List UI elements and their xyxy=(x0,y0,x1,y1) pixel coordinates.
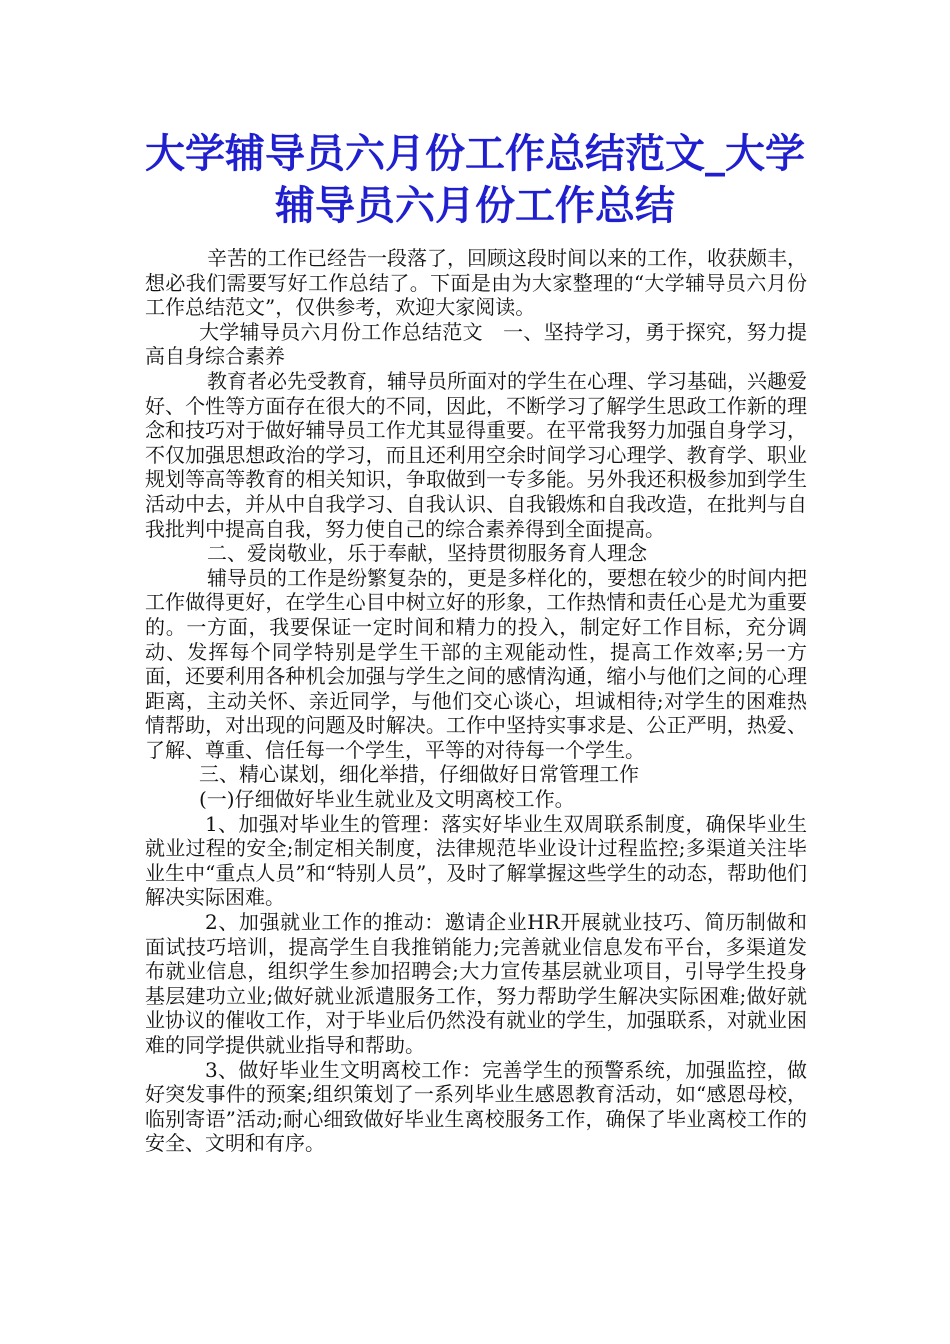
section-1-paragraph: 教育者必先受教育，辅导员所面对的学生在心理、学习基础，兴趣爱好、个性等方面存在很大的不同，因此，不断学习了解学生思政工作新的理念和技巧对于做好辅导员工作尤其显得重要。在平常我努力加强自身学习，不仅加强思想政治的学习，而且还利用空余时间学习心理学、教育学、职业规划等高等教育的相关知识，争取做到一专多能。另外我还积极参加到学生活动中去，并从中自我学习、自我认识、自我锻炼和自我改造，在批判与自我批判中提高自我，努力使自己的综合素养得到全面提高。 xyxy=(145,368,807,541)
document-title: 大学辅导员六月份工作总结范文_大学辅导员六月份工作总结 xyxy=(145,131,805,229)
subsection-1-heading: (一)仔细做好毕业生就业及文明离校工作。 xyxy=(199,787,575,812)
section-3-heading: 三、精心谋划，细化举措，仔细做好日常管理工作 xyxy=(199,762,639,787)
item-1-paragraph: 1、加强对毕业生的管理：落实好毕业生双周联系制度，确保毕业生就业过程的安全;制定相关制度，法律规范毕业设计过程监控;多渠道关注毕业生中“重点人员”和“特别人员”，及时了解掌握这些学生的动态，帮助他们解决实际困难。 xyxy=(145,811,807,910)
section-2-heading: 二、爱岗敬业，乐于奉献，坚持贯彻服务育人理念 xyxy=(207,541,647,566)
document-body xyxy=(145,246,807,1156)
intro-paragraph: 辛苦的工作已经告一段落了，回顾这段时间以来的工作，收获颇丰，想必我们需要写好工作总结了。下面是由为大家整理的“大学辅导员六月份工作总结范文”，仅供参考，欢迎大家阅读。 xyxy=(145,246,807,320)
section-1-heading: 大学辅导员六月份工作总结范文 一、坚持学习，勇于探究，努力提高自身综合素养 xyxy=(145,319,807,369)
item-2-paragraph: 2、加强就业工作的推动：邀请企业HR开展就业技巧、简历制做和面试技巧培训，提高学生自我推销能力;完善就业信息发布平台，多渠道发布就业信息，组织学生参加招聘会;大力宣传基层就业项目，引导学生投身基层建功立业;做好就业派遣服务工作，努力帮助学生解决实际困难;做好就业协议的催收工作，对于毕业后仍然没有就业的学生，加强联系，对就业困难的同学提供就业指导和帮助。 xyxy=(145,910,807,1057)
section-2-paragraph: 辅导员的工作是纷繁复杂的，更是多样化的，要想在较少的时间内把工作做得更好，在学生心目中树立好的形象，工作热情和责任心是尤为重要的。一方面，我要保证一定时间和精力的投入，制定好工作目标，充分调动、发挥每个同学特别是学生干部的主观能动性，提高工作效率;另一方面，还要利用各种机会加强与学生之间的感情沟通，缩小与他们之间的心理距离，主动关怀、亲近同学，与他们交心谈心，坦诚相待;对学生的困难热情帮助，对出现的问题及时解决。工作中坚持实事求是、公正严明，热爱、了解、尊重、信任每一个学生，平等的对待每一个学生。 xyxy=(145,565,807,762)
item-3-paragraph: 3、做好毕业生文明离校工作：完善学生的预警系统，加强监控，做好突发事件的预案;组织策划了一系列毕业生感恩教育活动，如“感恩母校，临别寄语”活动;耐心细致做好毕业生离校服务工作，确保了毕业离校工作的安全、文明和有序。 xyxy=(145,1057,807,1156)
